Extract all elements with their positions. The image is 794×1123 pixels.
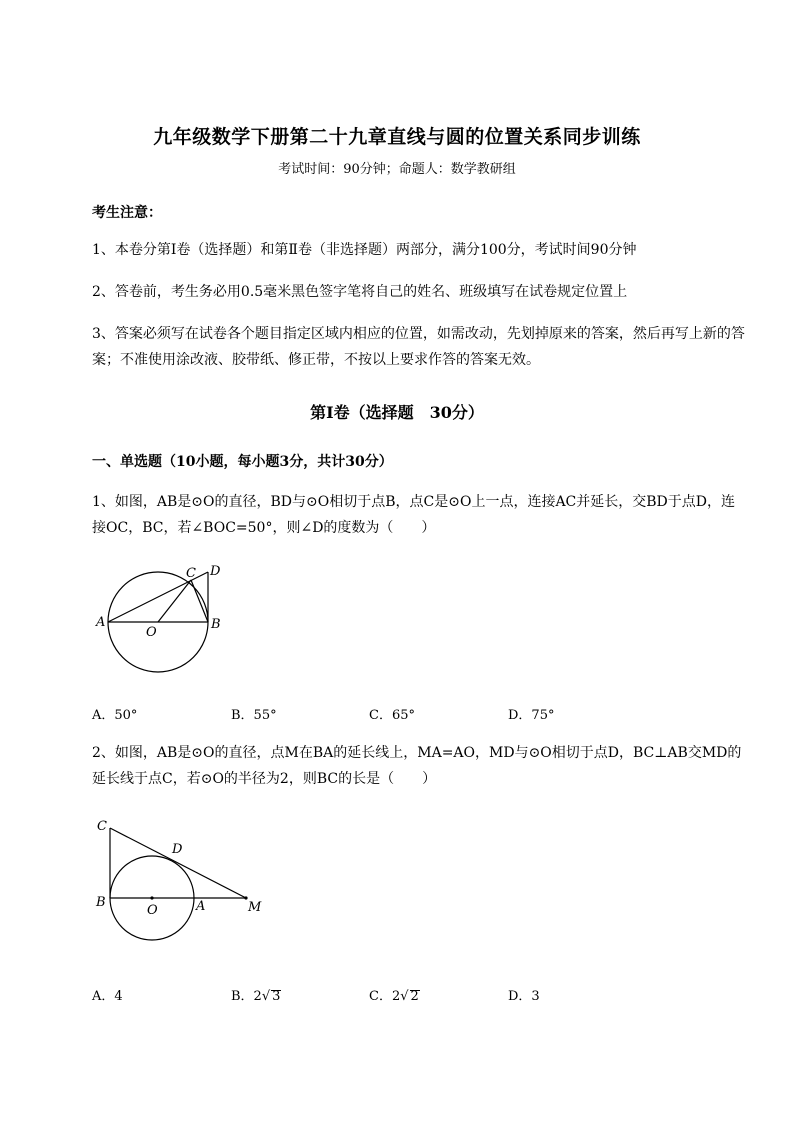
label-o: O [146, 625, 157, 640]
sqrt-sign: √ [261, 989, 271, 1004]
question-1-option-d[interactable]: D．75° [508, 708, 555, 723]
question-2-option-c[interactable] [369, 985, 420, 1004]
question-1-stem: 1、如图，AB是⊙O的直径，BD与⊙O相切于点B，点C是⊙O上一点，连接AC并延长，交BD于点D，连接OC，BC，若∠BOC=50°，则∠D的度数为（ ） [92, 494, 735, 536]
line-cm [110, 828, 246, 898]
question-2-stem: 2、如图，AB是⊙O的直径，点M在BA的延长线上，MA=AO，MD与⊙O相切于点D，BC⊥AB交MD的延长线于点C，若⊙O的半径为2，则BC的长是（ ） [92, 745, 742, 787]
label-a: A [196, 899, 206, 914]
question-1-option-b[interactable]: B．55° [231, 708, 277, 723]
exam-info: 考试时间：90分钟；命题人：数学教研组 [278, 162, 516, 177]
sqrt-sign: √ [400, 989, 409, 1004]
notice-item-3: 3、答案必须写在试卷各个题目指定区域内相应的位置，如需改动，先划掉原来的答案，然后再写上新的答案；不准使用涂改液、胶带纸、修正带，不按以上要求作答的答案无效。 [92, 326, 745, 368]
label-c: C [97, 819, 107, 834]
segment-oc [158, 580, 191, 622]
label-b: B [211, 617, 221, 632]
question-1-option-a[interactable]: A．50° [92, 708, 138, 723]
section-title: 第Ⅰ卷（选择题 30分） [310, 403, 484, 422]
segment-bc [191, 580, 208, 622]
label-d: D [172, 842, 183, 857]
question-2-option-d[interactable]: D．3 [508, 989, 540, 1004]
option-b-radicand: 3 [272, 989, 281, 1004]
notice-heading: 考生注意： [92, 205, 162, 221]
label-a: A [96, 615, 106, 630]
option-c-prefix: C．2 [369, 989, 401, 1004]
notice-item-2: 2、答卷前，考生务必用0.5毫米黑色签字笔将自己的姓名、班级填写在试卷规定位置上 [92, 284, 628, 300]
label-m: M [248, 900, 262, 915]
notice-item-1: 1、本卷分第Ⅰ卷（选择题）和第Ⅱ卷（非选择题）两部分，满分100分，考试时间90分钟 [92, 242, 637, 258]
question-2-option-a[interactable]: A．4 [92, 989, 123, 1004]
question-1-option-c[interactable]: C．65° [369, 708, 415, 723]
question-2-figure [88, 814, 273, 946]
page-title: 九年级数学下册第二十九章直线与圆的位置关系同步训练 [153, 126, 641, 148]
label-b: B [96, 895, 106, 910]
label-o: O [147, 903, 158, 918]
option-c-radicand: 2 [410, 989, 419, 1004]
part-heading: 一、单选题（10小题，每小题3分，共计30分） [92, 454, 393, 470]
point-o [150, 896, 153, 899]
question-1-figure [88, 558, 238, 682]
label-c: C [186, 566, 196, 581]
label-d: D [210, 564, 221, 579]
question-2-option-b[interactable] [231, 985, 281, 1004]
option-b-prefix: B．2 [231, 989, 262, 1004]
